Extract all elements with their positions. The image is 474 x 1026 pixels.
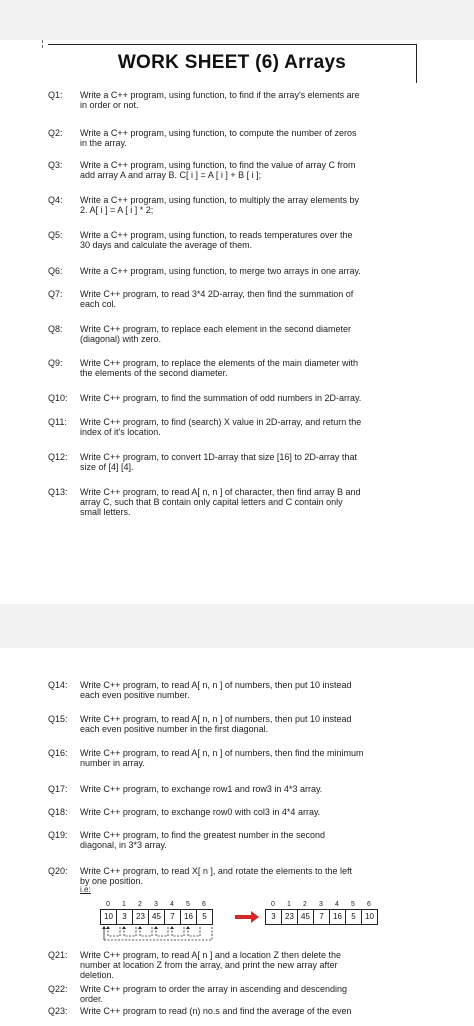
question-text bbox=[80, 452, 422, 472]
array-index-label: 1 bbox=[287, 901, 291, 908]
question-item bbox=[48, 160, 422, 180]
question-line: order. bbox=[80, 994, 104, 1004]
question-line: (diagonal) with zero. bbox=[80, 334, 162, 344]
question-number: Q7: bbox=[48, 289, 63, 299]
array-index-label: 3 bbox=[319, 901, 323, 908]
array-index-label: 2 bbox=[138, 901, 142, 908]
question-line: in order or not. bbox=[80, 100, 139, 110]
question-text bbox=[80, 90, 422, 110]
question-line: number in array. bbox=[80, 758, 145, 768]
page-title: WORK SHEET (6) Arrays bbox=[117, 52, 347, 73]
question-line: Write C++ program, to convert 1D-array that size [16] to 2D-array that bbox=[80, 452, 357, 462]
question-number: Q22: bbox=[48, 984, 68, 994]
array-index-label: 6 bbox=[202, 901, 206, 908]
question-line: Write C++ program, to find (search) X value in 2D-array, and return the bbox=[80, 417, 362, 427]
array-cell: 45 bbox=[149, 910, 165, 924]
question-text bbox=[80, 417, 422, 437]
question-number: Q23: bbox=[48, 1006, 68, 1016]
question-text bbox=[80, 807, 422, 817]
array-index-label: 4 bbox=[335, 901, 339, 908]
question-line: by one position. bbox=[80, 876, 144, 886]
question-number: Q2: bbox=[48, 128, 63, 138]
right-arrow-icon bbox=[233, 910, 261, 924]
question-line: Write C++ program, to read A[ n, n ] of numbers, then find the minimum bbox=[80, 748, 364, 758]
question-number: Q18: bbox=[48, 807, 68, 817]
question-line: Write C++ program, to read 3*4 2D-array, then find the summation of bbox=[80, 289, 354, 299]
question-line: add array A and array B. C[ i ] = A [ i ] + B [ i ]; bbox=[80, 170, 262, 180]
question-line: small letters. bbox=[80, 507, 131, 517]
array-index-label: 1 bbox=[122, 901, 126, 908]
question-line: Write C++ program, to find the summation of odd numbers in 2D-array. bbox=[80, 393, 362, 403]
question-item bbox=[48, 680, 422, 700]
question-line: Write C++ program, to read X[ n ], and rotate the elements to the left bbox=[80, 866, 352, 876]
question-item bbox=[48, 807, 422, 817]
question-line: Write C++ program, to replace the elements of the main diameter with bbox=[80, 358, 358, 368]
question-number: Q17: bbox=[48, 784, 68, 794]
question-number: Q10: bbox=[48, 393, 68, 403]
question-item bbox=[48, 90, 422, 110]
question-line: Write C++ program to order the array in ascending and descending bbox=[80, 984, 347, 994]
question-line: index of it's location. bbox=[80, 427, 161, 437]
question-item bbox=[48, 950, 422, 980]
question-number: Q6: bbox=[48, 266, 63, 276]
question-item bbox=[48, 487, 422, 517]
question-line: Write a C++ program, using function, to find the value of array C from bbox=[80, 160, 356, 170]
question-line: Write C++ program, to read A[ n, n ] of numbers, then put 10 instead bbox=[80, 714, 352, 724]
question-line: Write C++ program, to find the greatest number in the second bbox=[80, 830, 325, 840]
question-text bbox=[80, 487, 422, 517]
question-text bbox=[80, 266, 422, 276]
question-line: each even positive number. bbox=[80, 690, 190, 700]
example-label: i.e: bbox=[80, 885, 91, 894]
question-item bbox=[48, 830, 422, 850]
array-cell: 16 bbox=[181, 910, 197, 924]
worksheet-page-2 bbox=[0, 648, 474, 1026]
array-cell: 23 bbox=[133, 910, 149, 924]
array-cell: 10 bbox=[101, 910, 117, 924]
question-number: Q12: bbox=[48, 452, 68, 462]
array-index-label: 6 bbox=[367, 901, 371, 908]
question-text bbox=[80, 748, 422, 768]
question-item bbox=[48, 784, 422, 794]
question-line: Write C++ program, to exchange row1 and row3 in 4*3 array. bbox=[80, 784, 323, 794]
array-cell: 3 bbox=[266, 910, 282, 924]
question-number: Q21: bbox=[48, 950, 68, 960]
question-item bbox=[48, 714, 422, 734]
question-item bbox=[48, 748, 422, 768]
array-index-label: 4 bbox=[170, 901, 174, 908]
question-text bbox=[80, 866, 422, 886]
question-text bbox=[80, 1006, 422, 1016]
question-item bbox=[48, 289, 422, 309]
question-line: Write C++ program, to read A[ n, n ] of character, then find array B and bbox=[80, 487, 361, 497]
question-text bbox=[80, 393, 422, 403]
question-line: 30 days and calculate the average of them. bbox=[80, 240, 253, 250]
question-number: Q5: bbox=[48, 230, 63, 240]
question-number: Q11: bbox=[48, 417, 67, 427]
question-number: Q16: bbox=[48, 748, 68, 758]
question-item bbox=[48, 128, 422, 148]
array-cell: 5 bbox=[346, 910, 362, 924]
question-text bbox=[80, 784, 422, 794]
question-item bbox=[48, 230, 422, 250]
question-text bbox=[80, 680, 422, 700]
question-text bbox=[80, 358, 422, 378]
worksheet-page-1 bbox=[0, 40, 474, 604]
question-text bbox=[80, 160, 422, 180]
array-cell: 45 bbox=[298, 910, 314, 924]
question-line: size of [4] [4]. bbox=[80, 462, 134, 472]
question-number: Q1: bbox=[48, 90, 63, 100]
question-line: Write C++ program, to exchange row0 with col3 in 4*4 array. bbox=[80, 807, 321, 817]
question-line: Write C++ program, to replace each element in the second diameter bbox=[80, 324, 351, 334]
question-line: Write a C++ program, using function, to find if the array's elements are bbox=[80, 90, 360, 100]
question-number: Q4: bbox=[48, 195, 63, 205]
question-item bbox=[48, 452, 422, 472]
question-text bbox=[80, 984, 422, 1004]
question-text bbox=[80, 830, 422, 850]
array-cell: 7 bbox=[314, 910, 330, 924]
question-text bbox=[80, 230, 422, 250]
question-item bbox=[48, 866, 422, 886]
index-row-before bbox=[100, 901, 212, 908]
question-line: number at location Z from the array, and print the new array after bbox=[80, 960, 338, 970]
array-index-label: 5 bbox=[186, 901, 190, 908]
array-cell: 7 bbox=[165, 910, 181, 924]
question-text bbox=[80, 289, 422, 309]
question-line: Write a C++ program, using function, to reads temperatures over the bbox=[80, 230, 353, 240]
array-before bbox=[100, 909, 213, 925]
question-number: Q9: bbox=[48, 358, 63, 368]
question-text bbox=[80, 324, 422, 344]
question-line: Write a C++ program, using function, to multiply the array elements by bbox=[80, 195, 359, 205]
array-cell: 16 bbox=[330, 910, 346, 924]
question-number: Q20: bbox=[48, 866, 68, 876]
array-index-label: 0 bbox=[106, 901, 110, 908]
question-line: array C, such that B contain only capital letters and C contain only bbox=[80, 497, 343, 507]
question-line: Write a C++ program, using function, to compute the number of zeros bbox=[80, 128, 357, 138]
question-text bbox=[80, 195, 422, 215]
array-cell: 10 bbox=[365, 912, 374, 921]
question-item bbox=[48, 417, 422, 437]
question-line: each col. bbox=[80, 299, 117, 309]
question-number: Q19: bbox=[48, 830, 68, 840]
array-index-label: 0 bbox=[271, 901, 275, 908]
array-cell: 5 bbox=[202, 912, 207, 921]
question-text bbox=[80, 128, 422, 148]
question-number: Q15: bbox=[48, 714, 68, 724]
question-item bbox=[48, 984, 422, 1004]
question-item bbox=[48, 324, 422, 344]
question-text bbox=[80, 714, 422, 734]
question-line: the elements of the second diameter. bbox=[80, 368, 228, 378]
array-after bbox=[265, 909, 378, 925]
question-line: in the array. bbox=[80, 138, 127, 148]
question-line: each even positive number in the first diagonal. bbox=[80, 724, 269, 734]
question-line: Write C++ program to read (n) no.s and find the average of the even bbox=[80, 1006, 352, 1016]
question-number: Q8: bbox=[48, 324, 63, 334]
question-item bbox=[48, 358, 422, 378]
question-item bbox=[48, 1006, 422, 1016]
question-text bbox=[80, 950, 422, 980]
question-item bbox=[48, 195, 422, 215]
array-cell: 3 bbox=[117, 910, 133, 924]
question-line: Write C++ program, to read A[ n ] and a location Z then delete the bbox=[80, 950, 341, 960]
question-line: Write a C++ program, using function, to merge two arrays in one array. bbox=[80, 266, 361, 276]
title-corner-mark bbox=[42, 40, 44, 48]
index-row-after bbox=[265, 901, 377, 908]
array-cell: 23 bbox=[282, 910, 298, 924]
question-number: Q14: bbox=[48, 680, 68, 690]
question-line: deletion. bbox=[80, 970, 115, 980]
rotation-arrows-diagram bbox=[100, 924, 220, 944]
question-number: Q13: bbox=[48, 487, 68, 497]
array-index-label: 2 bbox=[303, 901, 307, 908]
question-number: Q3: bbox=[48, 160, 63, 170]
question-item bbox=[48, 266, 422, 276]
array-index-label: 3 bbox=[154, 901, 158, 908]
question-line: diagonal, in 3*3 array. bbox=[80, 840, 167, 850]
array-index-label: 5 bbox=[351, 901, 355, 908]
question-line: 2. A[ i ] = A [ i ] * 2; bbox=[80, 205, 154, 215]
question-item bbox=[48, 393, 422, 403]
question-line: Write C++ program, to read A[ n, n ] of numbers, then put 10 instead bbox=[80, 680, 352, 690]
